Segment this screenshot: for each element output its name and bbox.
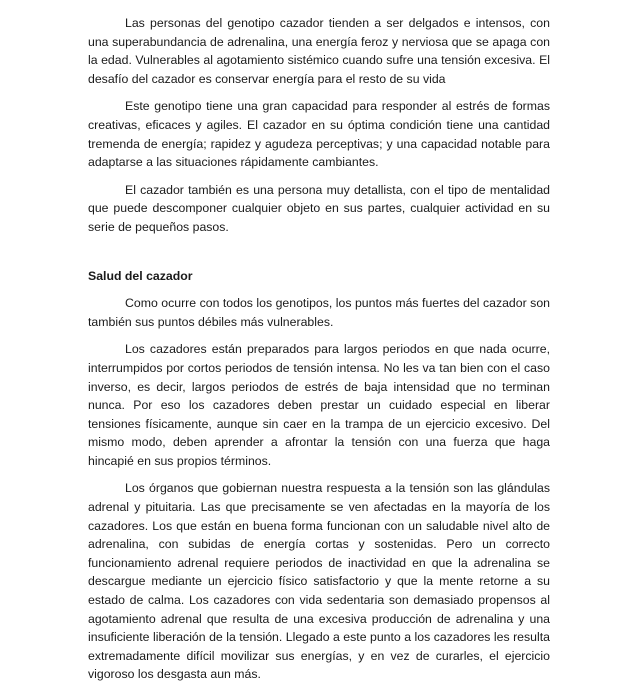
- section-heading: Salud del cazador: [88, 268, 193, 283]
- paragraph-detail-oriented: El cazador también es una persona muy detallista, con el tipo de mentalidad que puede descomponer cualquier objeto en sus partes, cualquier actividad en su serie de pequeños pasos.: [88, 182, 550, 234]
- document-page: [88, 14, 550, 693]
- paragraph-genotype-description: Las personas del genotipo cazador tienden a ser delgados e intensos, con una superabundancia de adrenalina, una energía feroz y nerviosa que se apaga con la edad. Vulnerables al agotamiento sistémico cuando sufre una tensión excesiva. El desafío del cazador es conservar energía para el resto de su vida: [88, 16, 550, 86]
- paragraph-tension-periods: Los cazadores están preparados para largos periodos en que nada ocurre, interrumpidos por cortos periodos de tensión intensa. No les va tan bien con el caso inverso, es decir, largos periodos de estrés de baja intensidad que no terminan nunca. Por eso los cazadores deben prestar un cuidado especial en liberar tensiones físicamente, aunque sin caer en la trampa de un ejercicio excesivo. Del mismo modo, deben aprender a afrontar la tensión con una fuerza que haga hincapié en sus propios términos.: [88, 342, 550, 468]
- paragraph-stress-capacity: Este genotipo tiene una gran capacidad para responder al estrés de formas creativas, eficaces y agiles. El cazador en su óptima condición tiene una cantidad tremenda de energía; rapidez y agudeza perceptivas; y una capacidad notable para adaptarse a las situaciones rápidamente cambiantes.: [88, 99, 550, 170]
- paragraph-adrenal-glands: Los órganos que gobiernan nuestra respuesta a la tensión son las glándulas adrenal y pituitaria. Las que precisamente se ven afectadas en la mayoría de los cazadores. Los que están en buena forma funcionan con un saludable nivel alto de adrenalina, con subidas de energía cortas y sostenidas. Pero un correcto funcionamiento adrenal requiere periodos de inactividad en que la adrenalina se descargue mediante un ejercicio físico satisfactorio y que la mente retorne a su estado de calma. Los cazadores con vida sedentaria son demasiado propensos al agotamiento adrenal que resulta de una excesiva producción de adrenalina y una insuficiente liberación de la tensión. Llegado a este punto a los cazadores les resulta extremadamente difícil movilizar sus energías, y en vez de curarles, el ejercicio vigoroso los desgasta aun más.: [88, 481, 550, 682]
- paragraph-strengths-weaknesses: Como ocurre con todos los genotipos, los puntos más fuertes del cazador son también sus puntos débiles más vulnerables.: [88, 296, 550, 329]
